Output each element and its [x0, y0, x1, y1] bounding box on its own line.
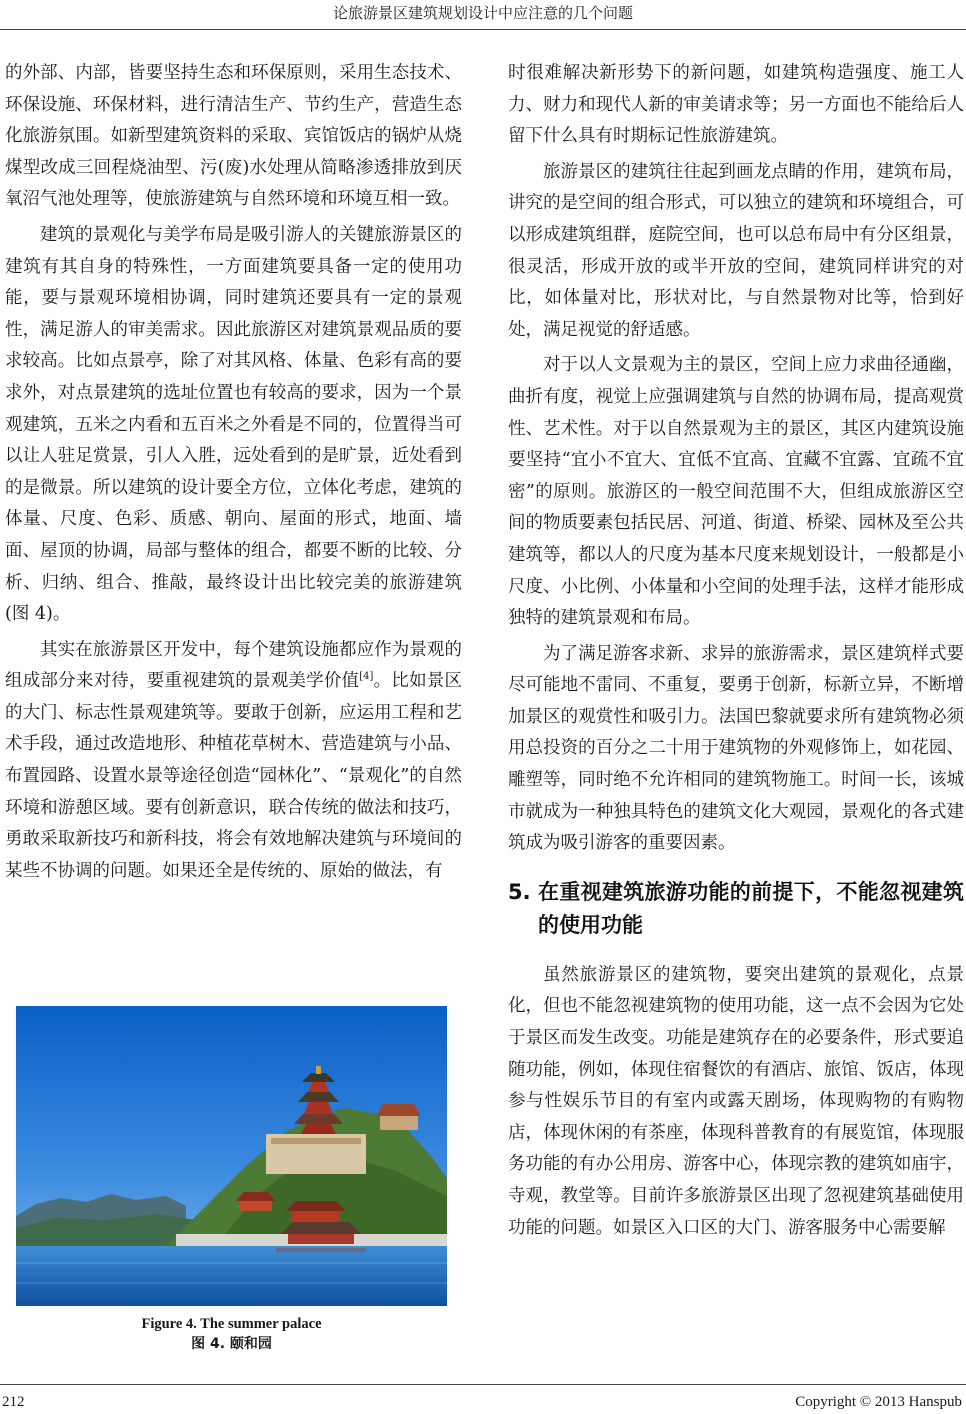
- header-rule: [0, 29, 966, 30]
- figure-caption-chinese: 图 4. 颐和园: [191, 1336, 272, 1352]
- paragraph-left-3-part1: 其实在旅游景区开发中，每个建筑设施都应作为景观的组成部分来对待，要重视建筑的景观美学价值: [5, 639, 462, 692]
- paragraph-right-4: 为了满足游客求新、求异的旅游需求，景区建筑样式要尽可能地不雷同、不重复，要勇于创新，标新立异，不断增加景区的观赏性和吸引力。法国巴黎就要求所有建筑物必须用总投资的百分之二十用于建筑物的外观修饰上，如花园、雕塑等，同时绝不允许相同的建筑物施工。时间一长，该城市就成为一种独具特色的建筑文化大观园，景观化的各式建筑成为吸引游客的重要因素。: [508, 643, 964, 854]
- paragraph-right-1: 时很难解决新形势下的新问题，如建筑构造强度、施工人力、财力和现代人新的审美请求等；另一方面也不能给后人留下什么具有时期标记性旅游建筑。: [508, 63, 964, 147]
- right-column: [508, 58, 964, 1244]
- paragraph-left-3-part2: 。比如景区的大门、标志性景观建筑等。要敢于创新，应运用工程和艺术手段，通过改造地形、种植花草树木、营造建筑与小品、布置园路、设置水景等途径创造“园林化”、“景观化”的自然环境和游憩区域。要有创新意识，联合传统的做法和技巧，勇敢采取新技巧和新科技，将会有效地解决建筑与环境间的某些不协调的问题。如果还全是传统的、原始的做法，有: [5, 671, 463, 881]
- section-heading: [508, 876, 964, 942]
- figure-summer-palace-photo: [16, 1006, 447, 1306]
- paragraph-right-2: 旅游景区的建筑往往起到画龙点睛的作用，建筑布局，讲究的是空间的组合形式，可以独立的建筑和环境组合，可以形成建筑组群，庭院空间，也可以总布局中有分区组景，很灵活，形成开放的或半开放的空间，建筑同样讲究的对比，如体量对比，形状对比，与自然景物对比等，恰到好处，满足视觉的舒适感。: [508, 161, 964, 340]
- running-header: 论旅游景区建筑规划设计中应注意的几个问题: [332, 4, 633, 22]
- footer-rule: [0, 1384, 966, 1385]
- paragraph-right-3: 对于以人文景观为主的景区，空间上应力求曲径通幽，曲折有度，视觉上应强调建筑与自然的协调布局，提高观赏性、艺术性。对于以自然景观为主的景区，其区内建筑设施要坚持“宜小不宜大、宜低不宜高、宜藏不宜露、宜疏不宜密”的原则。旅游区的一般空间范围不大，但组成旅游区空间的物质要素包括民居、河道、街道、桥梁、园林及至公共建筑等，都以人的尺度为基本尺度来规划设计，一般都是小尺度、小比例、小体量和小空间的处理手法，这样才能形成独特的建筑景观和布局。: [508, 355, 964, 629]
- paragraph-left-2: 建筑的景观化与美学布局是吸引游人的关键旅游景区的建筑有其自身的特殊性，一方面建筑要具备一定的使用功能，要与景观环境相协调，同时建筑还要具有一定的景观性，满足游人的审美需求。因此旅游区对建筑景观品质的要求较高。比如点景亭，除了对其风格、体量、色彩有高的要求外，对点景建筑的选址位置也有较高的要求，因为一个景观建筑，五米之内看和五百米之外看是不同的，位置得当可以让人驻足赏景，引人入胜，远处看到的是旷景，近处看到的是微景。所以建筑的设计要全方位，立体化考虑，建筑的体量、尺度、色彩、质感、朝向、屋面的形式，地面、墙面、屋顶的协调，局部与整体的组合，都要不断的比较、分析、归纳、组合、推敲，最终设计出比较完美的旅游建筑(图 4)。: [5, 224, 462, 625]
- citation-reference[interactable]: [4]: [359, 671, 374, 683]
- paragraph-right-5: 虽然旅游景区的建筑物，要突出建筑的景观化，点景化，但也不能忽视建筑物的使用功能，这一点不会因为它处于景区而发生改变。功能是建筑存在的必要条件，形式要追随功能，例如，体现住宿餐饮的有酒店、旅馆、饭店，体现参与性娱乐节目的有室内或露天剧场，体现购物的有购物店，体现休闲的有茶座，体现科普教育的有展览馆，体现服务功能的有办公用房、游客中心，体现宗教的建筑如庙宇，寺观，教堂等。目前许多旅游景区出现了忽视建筑基础使用功能的问题。如景区入口区的大门、游客服务中心需要解: [508, 964, 964, 1238]
- copyright-notice: Copyright © 2013 Hanspub: [795, 1394, 962, 1410]
- figure-caption-english: Figure 4. The summer palace: [141, 1316, 322, 1332]
- section-number: 5.: [508, 879, 531, 904]
- left-column: [5, 58, 462, 887]
- section-title: 在重视建筑旅游功能的前提下，不能忽视建筑的使用功能: [538, 879, 964, 937]
- paragraph-left-1: 的外部、内部，皆要坚持生态和环保原则，采用生态技术、环保设施、环保材料，进行清洁生产、节约生产，营造生态化旅游氛围。如新型建筑资料的采取、宾馆饭店的锅炉从烧煤型改成三回程烧油型、污(废)水处理从简略渗透排放到厌氧沼气池处理等，使旅游建筑与自然环境和环境互相一致。: [5, 63, 462, 210]
- paragraph-left-3: [5, 635, 462, 888]
- page-number: 212: [2, 1394, 25, 1410]
